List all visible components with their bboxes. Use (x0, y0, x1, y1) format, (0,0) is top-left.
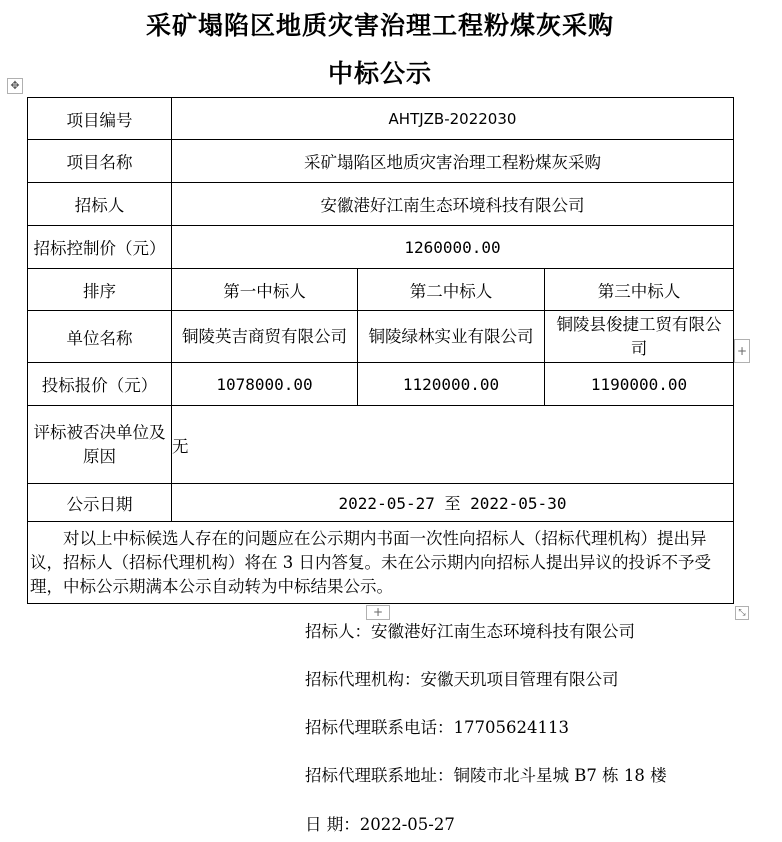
bid-2: 1120000.00 (358, 363, 545, 406)
footer-phone: 招标代理联系电话：17705624113 (305, 718, 569, 737)
bid-3: 1190000.00 (545, 363, 734, 406)
table-row (28, 311, 734, 363)
unit-label: 单位名称 (28, 311, 172, 363)
table-row (28, 140, 734, 183)
bid-label: 投标报价（元） (28, 363, 172, 406)
unit-2: 铜陵绿林实业有限公司 (358, 311, 545, 363)
table-row (28, 484, 734, 522)
footer-address: 招标代理联系地址：铜陵市北斗星城 B7 栋 18 楼 (305, 766, 667, 785)
footer-agency: 招标代理机构：安徽天玑项目管理有限公司 (305, 670, 619, 689)
footer-date: 日 期：2022-05-27 (305, 815, 455, 834)
project-no-value: AHTJZB-2022030 (172, 98, 734, 140)
table-row (28, 522, 734, 604)
rank-3: 第三中标人 (545, 269, 734, 311)
unit-1: 铜陵英吉商贸有限公司 (172, 311, 358, 363)
table-row (28, 98, 734, 140)
footer-tenderer: 招标人：安徽港好江南生态环境科技有限公司 (305, 622, 635, 641)
award-table (27, 97, 734, 604)
table-row (28, 269, 734, 311)
plus-icon[interactable]: + (366, 605, 390, 620)
project-name-value: 采矿塌陷区地质灾害治理工程粉煤灰采购 (172, 140, 734, 183)
rejected-value: 无 (172, 406, 734, 484)
project-name-label: 项目名称 (28, 140, 172, 183)
control-price-value: 1260000.00 (172, 226, 734, 269)
move-icon[interactable]: ✥ (7, 78, 23, 94)
document-subtitle: 中标公示 (327, 59, 432, 88)
period-value: 2022-05-27 至 2022-05-30 (172, 484, 734, 522)
rank-2: 第二中标人 (358, 269, 545, 311)
table-row (28, 226, 734, 269)
tenderer-label: 招标人 (28, 183, 172, 226)
tenderer-value: 安徽港好江南生态环境科技有限公司 (172, 183, 734, 226)
rank-label: 排序 (28, 269, 172, 311)
resize-icon[interactable]: ⤡ (735, 606, 749, 620)
table-row (28, 363, 734, 406)
control-price-label: 招标控制价（元） (28, 226, 172, 269)
bid-1: 1078000.00 (172, 363, 358, 406)
table-row (28, 183, 734, 226)
period-label: 公示日期 (28, 484, 172, 522)
document-title: 采矿塌陷区地质灾害治理工程粉煤灰采购 (145, 11, 614, 40)
plus-icon[interactable]: + (734, 339, 750, 363)
objection-note: 对以上中标候选人存在的问题应在公示期内书面一次性向招标人（招标代理机构）提出异议，招标人（招标代理机构）将在 3 日内答复。未在公示期内向招标人提出异议的投诉不予受理，中标公示期满本公示自动转为中标结果公示。 (28, 522, 734, 604)
project-no-label: 项目编号 (28, 98, 172, 140)
rejected-label: 评标被否决单位及原因 (28, 406, 172, 484)
rank-1: 第一中标人 (172, 269, 358, 311)
unit-3: 铜陵县俊捷工贸有限公司 (545, 311, 734, 363)
table-row (28, 406, 734, 484)
